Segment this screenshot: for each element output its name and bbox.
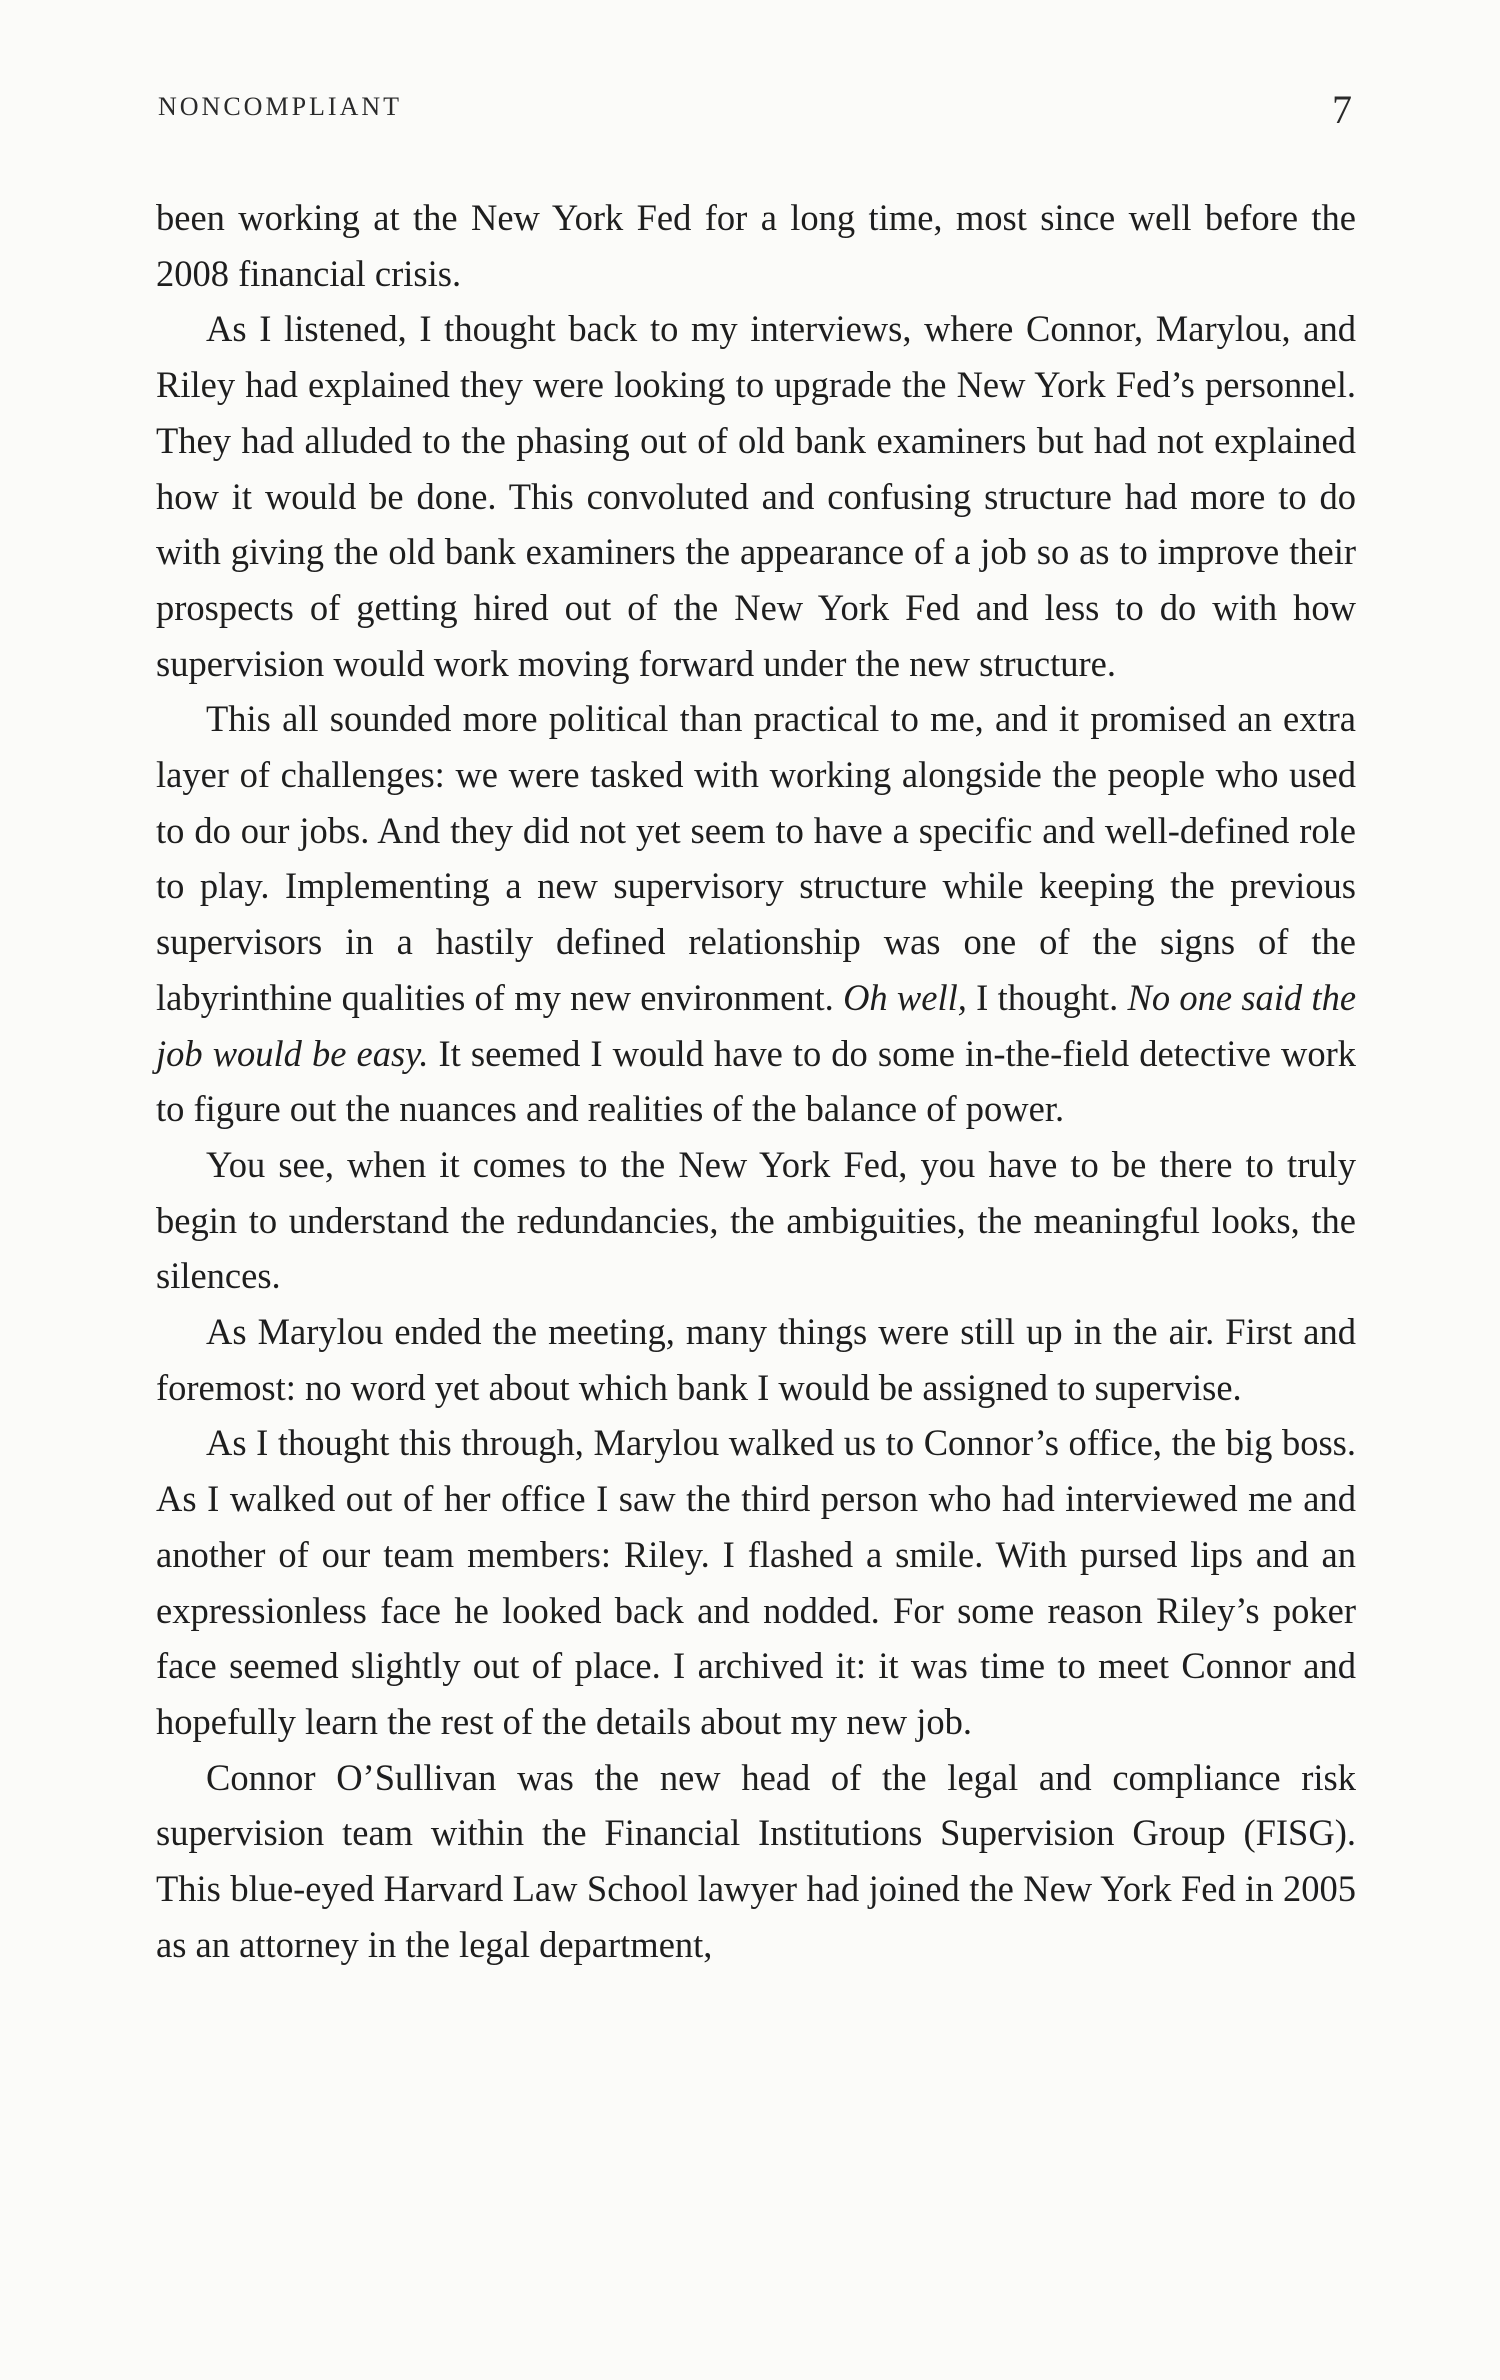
paragraph-text: As I listened, I thought back to my interviews, where Connor, Marylou, and Riley had explained they were looking to upgrade the New York Fed’s personnel. They had alluded to the phasing out of old bank examiners but had not explained how it would be done. This convoluted and confusing structure had more to do with giving the old bank examiners the appearance of a job so as to improve their prospects of getting hired out of the New York Fed and less to do with how supervision would work moving forward under the new structure. <box>156 308 1356 684</box>
paragraph-text: As I thought this through, Marylou walked us to Connor’s office, the big boss. As I walked out of her office I saw the third person who had interviewed me and another of our team members: Riley. I flashed a smile. With pursed lips and an expressionless face he looked back and nodded. For some reason Riley’s poker face seemed slightly out of place. I archived it: it was time to meet Connor and hopefully learn the rest of the details about my new job. <box>156 1422 1356 1742</box>
paragraph-2 <box>156 301 1356 691</box>
paragraph-text: You see, when it comes to the New York Fed, you have to be there to truly begin to understand the redundancies, the ambiguities, the meaningful looks, the silences. <box>156 1143 1356 1297</box>
page-number: 7 <box>1332 87 1352 132</box>
running-head: NONCOMPLIANT <box>158 92 402 121</box>
paragraph-4 <box>156 1137 1356 1304</box>
italic-thought: No one said the job would be easy. <box>156 976 1357 1074</box>
body-text <box>156 190 1356 1973</box>
paragraph-text: As Marylou ended the meeting, many things were still up in the air. First and foremost: no word yet about which bank I would be assigned to supervise. <box>156 1311 1356 1408</box>
paragraph-text: I thought. <box>966 976 1128 1018</box>
paragraph-7 <box>156 1750 1356 1973</box>
italic-thought: Oh well, <box>843 976 967 1018</box>
paragraph-text: Connor O’Sullivan was the new head of the legal and compliance risk supervision team within the Financial Institutions Supervision Group (FISG). This blue-eyed Harvard Law School lawyer had joined the New York Fed in 2005 as an attorney in the legal department, <box>156 1756 1356 1965</box>
paragraph-5 <box>156 1304 1356 1415</box>
paragraph-text: This all sounded more political than practical to me, and it promised an extra layer of challenges: we were tasked with working alongside the people who used to do our jobs. And they did not yet seem to have a specific and well-defined role to play. Implementing a new supervisory structure while keeping the previous supervisors in a hastily defined relationship was one of the signs of the labyrinthine qualities of my new environment. <box>156 698 1356 1018</box>
paragraph-text: been working at the New York Fed for a long time, most since well before the 2008 financial crisis. <box>156 197 1356 294</box>
paragraph-1 <box>156 190 1356 301</box>
paragraph-text: It seemed I would have to do some in-the-field detective work to figure out the nuances and realities of the balance of power. <box>156 1032 1356 1130</box>
paragraph-3 <box>156 691 1356 1137</box>
paragraph-6 <box>156 1415 1356 1749</box>
